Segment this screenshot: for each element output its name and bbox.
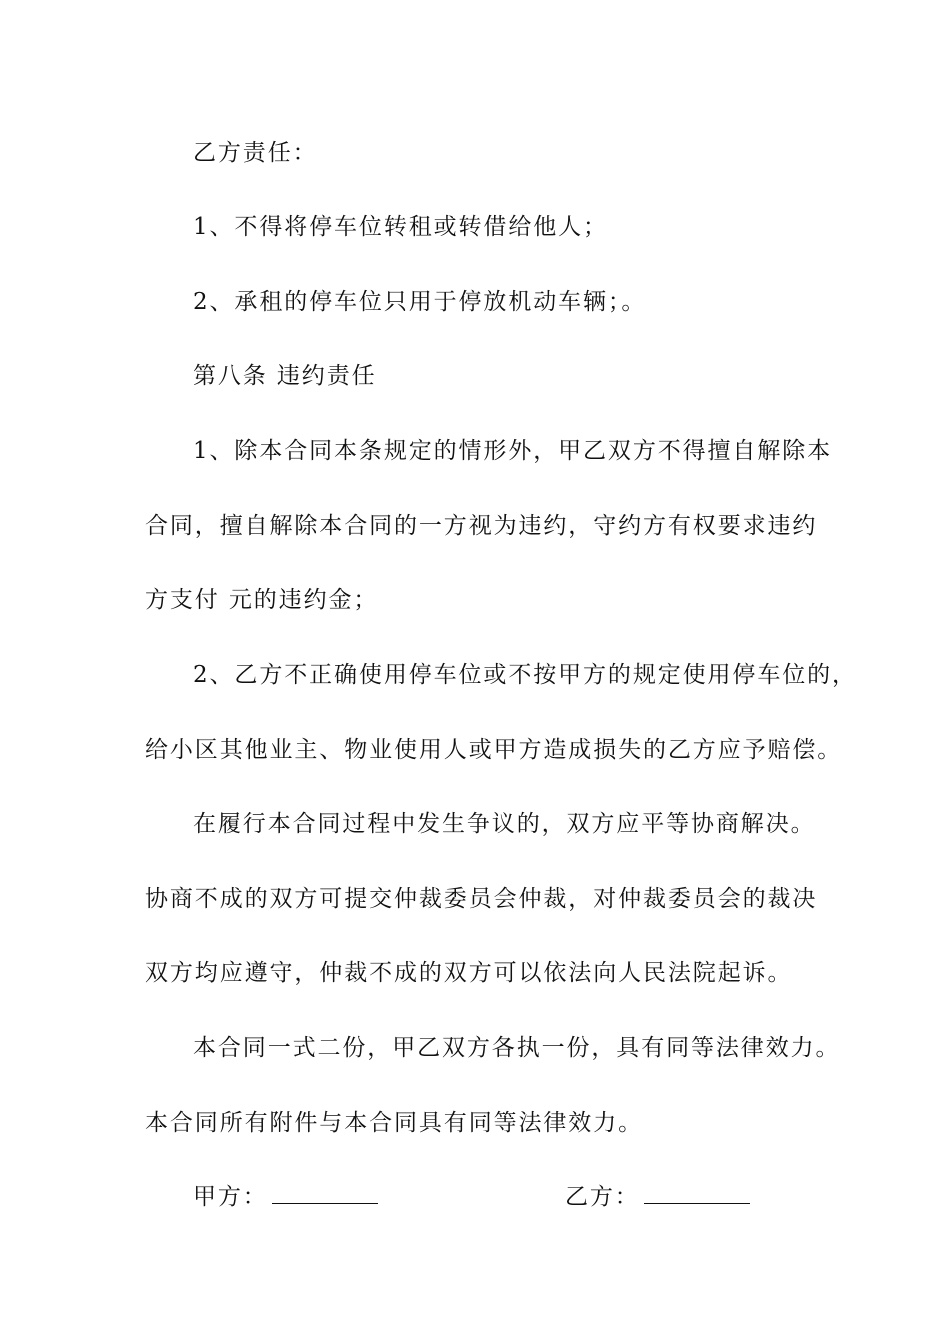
dispute-paragraph-line-2: 协商不成的双方可提交仲裁委员会仲裁，对仲裁委员会的裁决 bbox=[145, 886, 818, 912]
party-a-signature bbox=[193, 1182, 378, 1212]
party-b-signature bbox=[565, 1182, 750, 1212]
breach-clause-1-line-3: 方支付 元的违约金； bbox=[145, 587, 379, 613]
copies-paragraph-line-1: 本合同一式二份，甲乙双方各执一份，具有同等法律效力。 bbox=[193, 1035, 841, 1061]
breach-clause-2-line-1: 2、乙方不正确使用停车位或不按甲方的规定使用停车位的， bbox=[193, 662, 857, 688]
party-b-label: 乙方： bbox=[565, 1184, 640, 1210]
duty-item-1: 1、不得将停车位转租或转借给他人； bbox=[193, 214, 608, 240]
party-a-signature-blank bbox=[272, 1183, 378, 1204]
breach-clause-1-line-2: 合同，擅自解除本合同的一方视为违约，守约方有权要求违约 bbox=[145, 513, 818, 539]
copies-paragraph-line-2: 本合同所有附件与本合同具有同等法律效力。 bbox=[145, 1110, 643, 1136]
breach-clause-1-line-1: 1、除本合同本条规定的情形外，甲乙双方不得擅自解除本 bbox=[193, 438, 833, 464]
duty-item-2: 2、承租的停车位只用于停放机动车辆；。 bbox=[193, 289, 647, 315]
section-heading-party-b-duties: 乙方责任： bbox=[193, 140, 318, 166]
party-b-signature-blank bbox=[644, 1183, 750, 1204]
article-eight-heading: 第八条 违约责任 bbox=[193, 363, 377, 389]
dispute-paragraph-line-1: 在履行本合同过程中发生争议的，双方应平等协商解决。 bbox=[193, 811, 816, 837]
breach-clause-2-line-2: 给小区其他业主、物业使用人或甲方造成损失的乙方应予赔偿。 bbox=[145, 737, 843, 763]
party-a-label: 甲方： bbox=[193, 1184, 268, 1210]
dispute-paragraph-line-3: 双方均应遵守，仲裁不成的双方可以依法向人民法院起诉。 bbox=[145, 960, 793, 986]
